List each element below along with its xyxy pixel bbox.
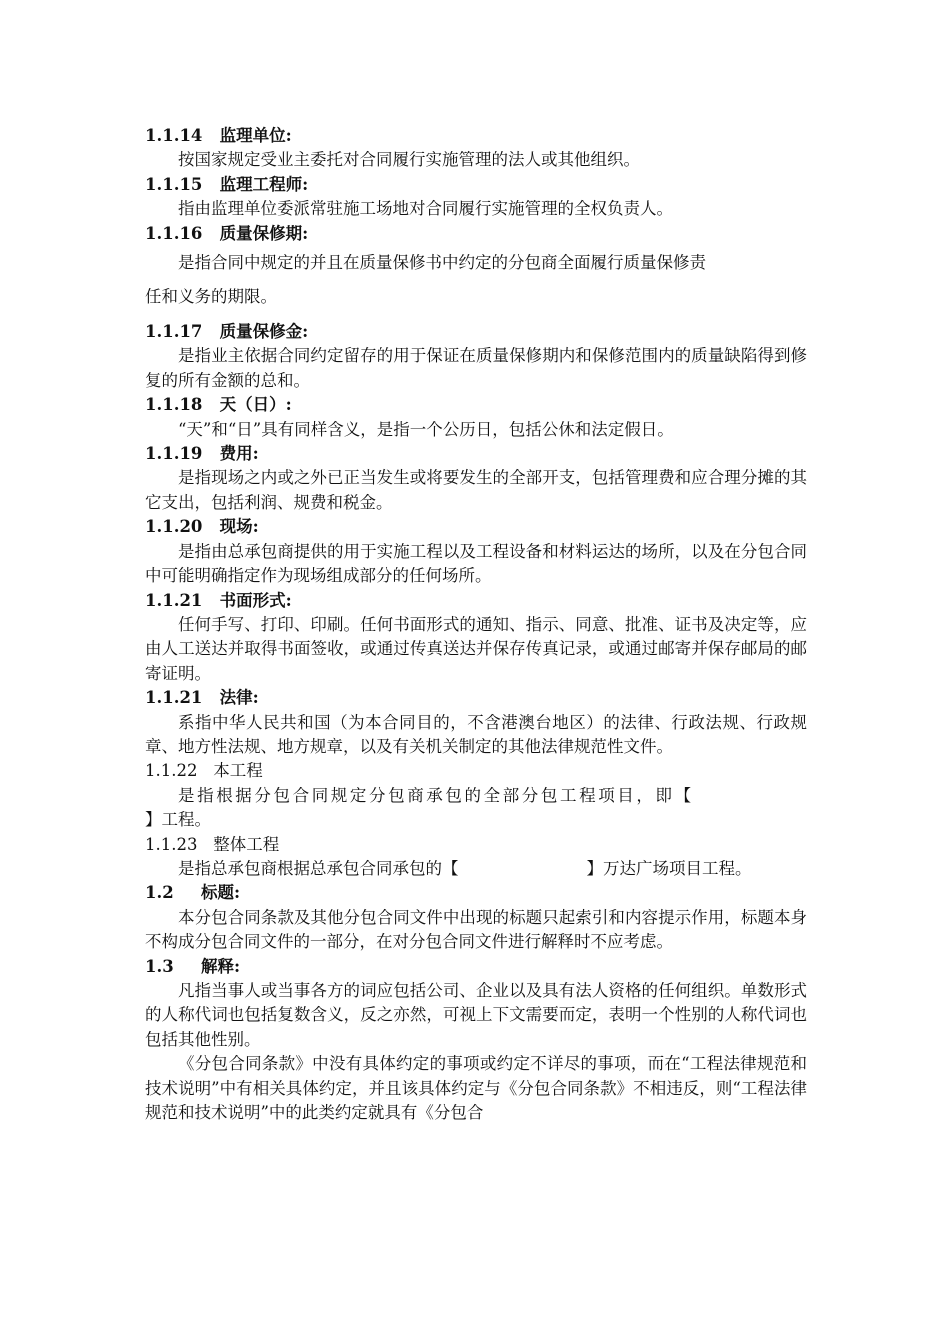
section-heading xyxy=(145,833,807,857)
section-number: 1.1.19 xyxy=(145,444,203,464)
section-heading xyxy=(145,686,807,710)
section-number: 1.2 xyxy=(145,883,174,903)
section-number: 1.1.16 xyxy=(145,223,203,243)
section-heading xyxy=(145,173,807,197)
section-heading xyxy=(145,442,807,466)
document-page xyxy=(145,124,807,1125)
section-heading xyxy=(145,955,807,979)
section-heading xyxy=(145,589,807,613)
section-body-part: 】万达广场项目工程。 xyxy=(586,858,752,878)
section-title: 质量保修期: xyxy=(219,223,309,243)
section-body: “天”和“日”具有同样含义，是指一个公历日，包括公休和法定假日。 xyxy=(178,419,674,439)
section-body: 是指由总承包商提供的用于实施工程以及工程设备和材料运达的场所，以及在分包合同中可能明确指定作为现场组成部分的任何场所。 xyxy=(145,541,807,586)
section-title: 天（日）: xyxy=(219,395,292,415)
section-title: 标题: xyxy=(201,883,241,903)
section-number: 1.1.14 xyxy=(145,126,203,145)
section-heading xyxy=(145,881,807,905)
section-heading xyxy=(145,515,807,539)
section-body-line: 是指合同中规定的并且在质量保修书中约定的分包商全面履行质量保修责 xyxy=(178,253,706,273)
section-title: 监理单位: xyxy=(219,126,292,145)
section-title: 监理工程师: xyxy=(219,174,309,194)
section-body: 是指现场之内或之外已正当发生或将要发生的全部开支，包括管理费和应合理分摊的其它支出，包括利润、规费和税金。 xyxy=(145,468,807,512)
section-title: 整体工程 xyxy=(213,834,280,854)
section-title: 费用: xyxy=(219,444,259,464)
section-title: 现场: xyxy=(219,517,259,537)
section-number: 1.1.15 xyxy=(145,174,203,194)
section-title: 质量保修金: xyxy=(219,322,309,342)
section-body: 指由监理单位委派常驻施工场地对合同履行实施管理的全权负责人。 xyxy=(178,199,673,219)
section-body xyxy=(145,857,807,881)
section-body: 《分包合同条款》中没有具体约定的事项或约定不详尽的事项，而在“工程法律规范和技术说明”中有相关具体约定，并且该具体约定与《分包合同条款》不相违反，则“工程法律规范和技术说明”中的此类约定就具有《分包合 xyxy=(145,1054,807,1123)
section-body-part: 是指总承包商根据总承包合同承包的【 xyxy=(178,858,459,878)
section-number: 1.1.17 xyxy=(145,322,203,342)
section-heading xyxy=(145,320,807,344)
section-body-line: 是指根据分包合同规定分包商承包的全部分包工程项目，即【 xyxy=(178,785,694,805)
section-number: 1.3 xyxy=(145,956,174,976)
section-heading xyxy=(145,124,807,148)
section-body: 按国家规定受业主委托对合同履行实施管理的法人或其他组织。 xyxy=(178,150,640,170)
section-number: 1.1.21 xyxy=(145,590,203,610)
section-title: 解释: xyxy=(201,956,241,976)
section-title: 本工程 xyxy=(213,761,263,781)
section-body: 任何手写、打印、印刷。任何书面形式的通知、指示、同意、批准、证书及决定等，应由人工送达并取得书面签收，或通过传真送达并保存传真记录，或通过邮寄并保存邮局的邮寄证明。 xyxy=(145,614,807,683)
section-heading xyxy=(145,222,807,246)
section-heading xyxy=(145,759,807,783)
section-body: 是指业主依据合同约定留存的用于保证在质量保修期内和保修范围内的质量缺陷得到修复的所有金额的总和。 xyxy=(145,346,807,390)
section-body: 本分包合同条款及其他分包合同文件中出现的标题只起索引和内容提示作用，标题本身不构成分包合同文件的一部分，在对分包合同文件进行解释时不应考虑。 xyxy=(145,907,807,952)
section-number: 1.1.20 xyxy=(145,517,203,537)
section-heading xyxy=(145,393,807,417)
section-body: 系指中华人民共和国（为本合同目的，不含港澳台地区）的法律、行政法规、行政规章、地方性法规、地方规章，以及有关机关制定的其他法律规范性文件。 xyxy=(145,712,807,756)
section-number: 1.1.21 xyxy=(145,688,203,708)
section-number: 1.1.18 xyxy=(145,395,203,415)
section-body-line: 任和义务的期限。 xyxy=(145,287,277,307)
section-number: 1.1.22 xyxy=(145,761,198,781)
section-body-line: 】工程。 xyxy=(145,810,211,830)
section-body: 凡指当事人或当事各方的词应包括公司、企业以及具有法人资格的任何组织。单数形式的人称代词也包括复数含义，反之亦然，可视上下文需要而定，表明一个性别的人称代词也包括其他性别。 xyxy=(145,981,807,1049)
section-number: 1.1.23 xyxy=(145,834,198,854)
section-title: 法律: xyxy=(219,688,259,708)
section-title: 书面形式: xyxy=(219,590,292,610)
